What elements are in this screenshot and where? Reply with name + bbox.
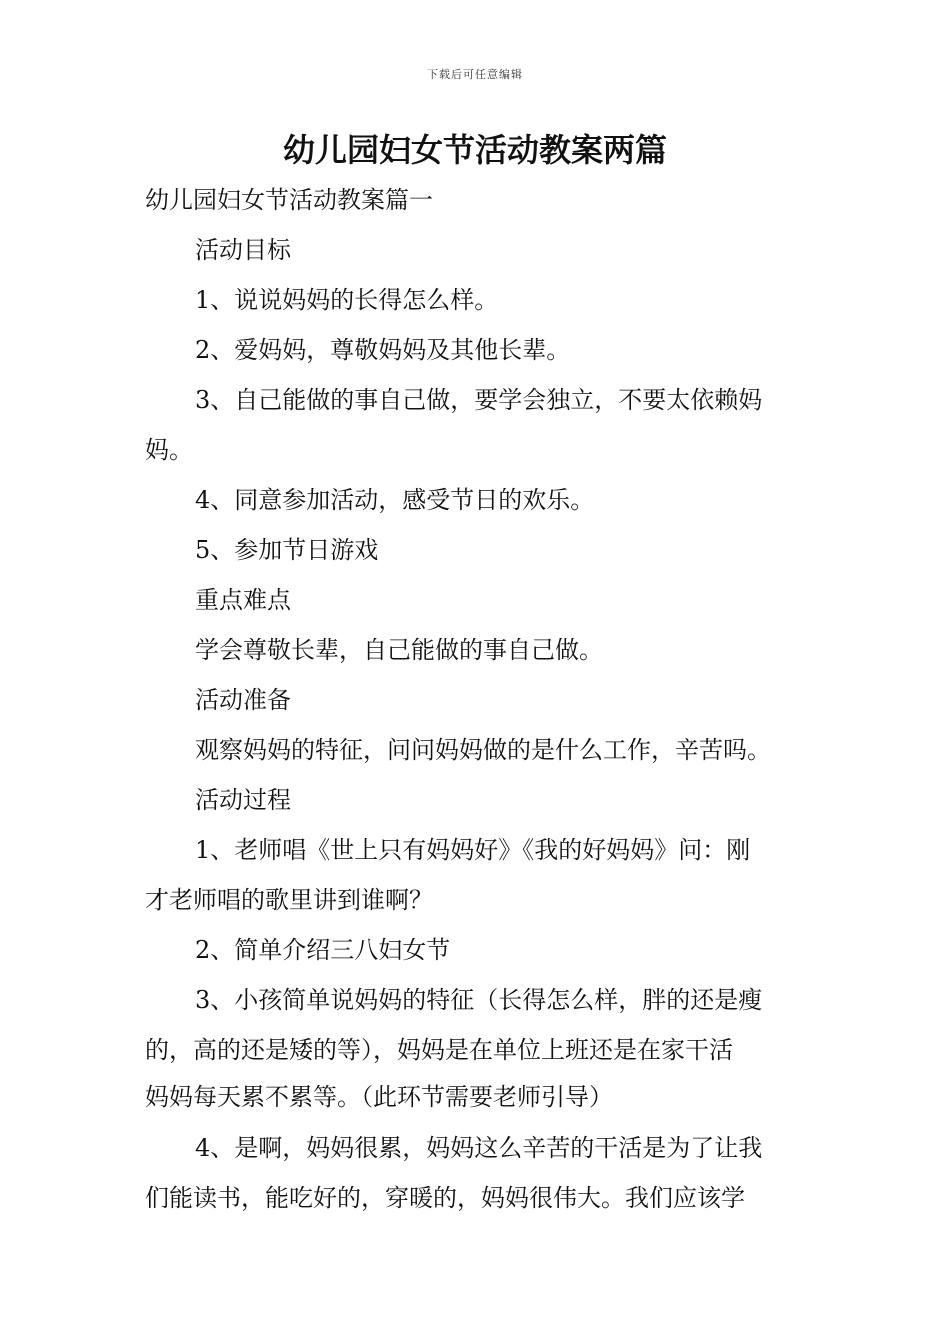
paragraph-line: 1、说说妈妈的长得怎么样。 [195,286,499,314]
paragraph-line: 4、同意参加活动，感受节日的欢乐。 [195,486,595,514]
paragraph-line: 学会尊敬长辈，自己能做的事自己做。 [195,636,603,664]
paragraph-line: 3、自己能做的事自己做，要学会独立，不要太依赖妈 [195,386,763,414]
subheading-process: 活动过程 [195,786,291,814]
subheading-key-points: 重点难点 [195,586,291,614]
paragraph-line: 们能读书，能吃好的，穿暖的，妈妈很伟大。我们应该学 [145,1184,745,1212]
paragraph-line: 5、参加节日游戏 [195,536,379,564]
paragraph-line: 1、老师唱《世上只有妈妈好》《我的好妈妈》问：刚 [195,836,751,864]
paragraph-line: 2、简单介绍三八妇女节 [195,936,451,964]
document-title: 幼儿园妇女节活动教案两篇 [282,131,667,169]
paragraph-line: 2、爱妈妈，尊敬妈妈及其他长辈。 [195,336,571,364]
paragraph-line: 3、小孩简单说妈妈的特征（长得怎么样，胖的还是瘦 [195,986,763,1014]
paragraph-line: 4、是啊，妈妈很累，妈妈这么辛苦的干活是为了让我 [195,1134,763,1162]
paragraph-line: 妈妈每天累不累等。（此环节需要老师引导） [145,1083,613,1111]
subheading-preparation: 活动准备 [195,686,291,714]
paragraph-line: 的，高的还是矮的等），妈妈是在单位上班还是在家干活 [145,1036,733,1064]
paragraph-line: 观察妈妈的特征，问问妈妈做的是什么工作，辛苦吗。 [195,736,771,764]
paragraph-line: 才老师唱的歌里讲到谁啊？ [145,886,433,914]
section-heading: 幼儿园妇女节活动教案篇一 [145,186,433,214]
paragraph-line: 妈。 [145,436,193,464]
header-note: 下载后可任意编辑 [427,68,523,81]
subheading-goals: 活动目标 [195,236,291,264]
